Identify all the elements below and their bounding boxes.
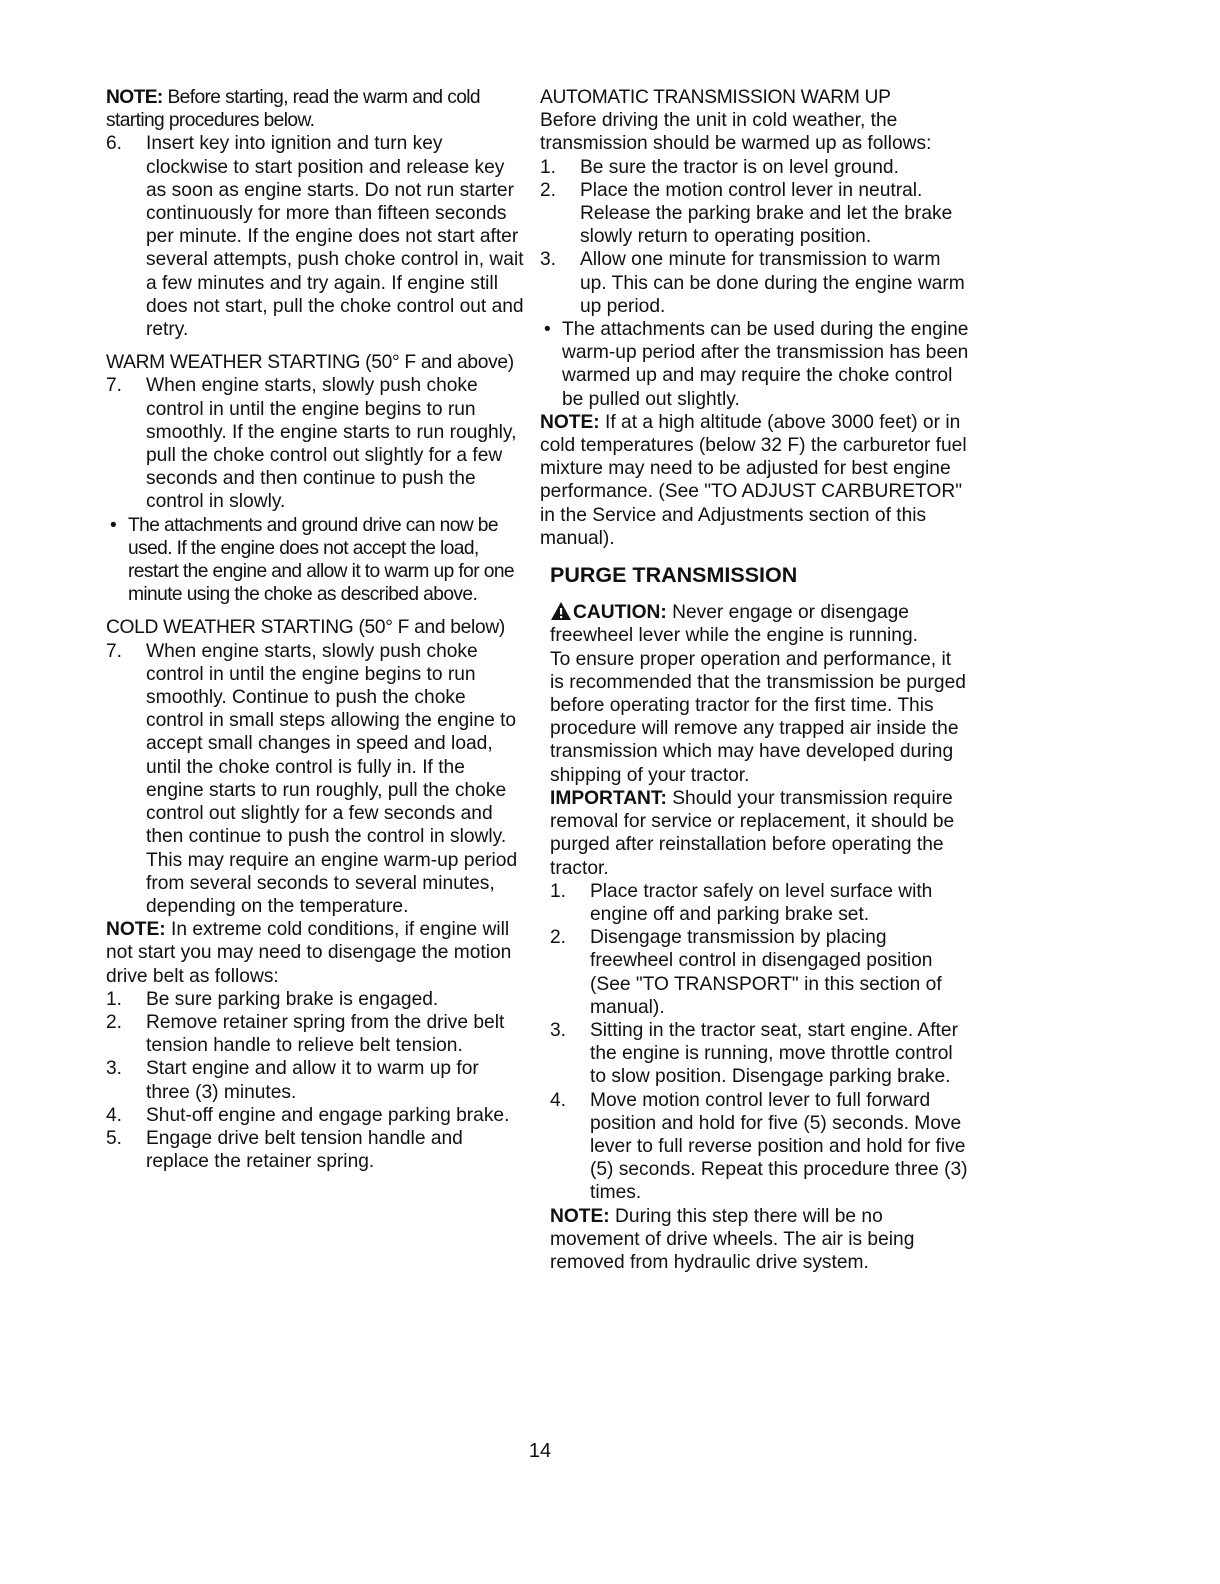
note-label: NOTE:: [540, 411, 600, 433]
list-item-text: Allow one minute for transmission to warm up. This can be done during the engine warm up period.: [580, 249, 965, 317]
list-item: [106, 1127, 524, 1173]
important-note: [550, 787, 970, 880]
caution-text: Never engage or disengage freewheel lever while the engine is running.: [550, 602, 918, 647]
list-item-number: 3.: [550, 1019, 567, 1041]
note-intro: [106, 86, 524, 132]
list-item-text: Be sure parking brake is engaged.: [146, 988, 439, 1010]
important-text: Should your transmission require removal for service or replacement, it should be purged after reinstallation before operating the tractor.: [550, 787, 955, 879]
purge-transmission-heading: PURGE TRANSMISSION: [550, 563, 798, 588]
bullet-dot: •: [544, 319, 551, 341]
purge-intro: To ensure proper operation and performance, it is recommended that the transmission be purged before operating tractor for the first time. This procedure will remove any trapped air inside the transmission which may have developed during shipping of your tractor.: [550, 648, 966, 786]
warning-triangle-icon: [550, 601, 572, 621]
list-item-text: Remove retainer spring from the drive belt tension handle to relieve belt tension.: [146, 1011, 505, 1057]
list-item: [106, 374, 524, 513]
list-item-number: 4.: [106, 1104, 123, 1126]
list-item-number: 3.: [540, 249, 557, 271]
list-item-number: 2.: [550, 927, 567, 949]
list-item-text: Start engine and allow it to warm up for three (3) minutes.: [146, 1058, 479, 1103]
list-item: [540, 248, 970, 318]
list-item-number: 2.: [106, 1011, 123, 1033]
list-item: [540, 156, 970, 179]
note-label: NOTE:: [106, 87, 163, 108]
list-item-text: When engine starts, slowly push choke control in until the engine begins to run smoothly. If the engine starts to run roughly, pull the choke control out slightly for a few seconds and then continue to push the control in slowly.: [146, 375, 517, 513]
auto-steps-list: [540, 156, 970, 318]
bullet-item: [106, 514, 524, 607]
note-text: In extreme cold conditions, if engine will not start you may need to disengage the motion drive belt as follows:: [106, 919, 512, 987]
list-item-number: 3.: [106, 1058, 123, 1080]
list-item-number: 1.: [106, 988, 123, 1010]
list-item-text: When engine starts, slowly push choke control in until the engine begins to run smoothly. Continue to push the choke control in small steps allowing the engine to accept small changes in speed and load, until the choke control is fully in. If the engine starts to run roughly, pull the choke control out slightly for a few seconds and then continue to push the control in slowly. This may require an engine warm-up period from several seconds to several minutes, depending on the temperature.: [146, 640, 518, 917]
bullet-dot: •: [110, 514, 117, 536]
cold-steps-list: [106, 988, 524, 1174]
list-item-number: 6.: [106, 133, 123, 155]
list-item: [550, 926, 970, 1019]
list-item-number: 1.: [550, 880, 567, 902]
left-column: [106, 86, 524, 1173]
list-item-text: Move motion control lever to full forward position and hold for five (5) seconds. Move lever to full reverse position and hold for five (5) seconds. Repeat this procedure three (3) times.: [590, 1089, 968, 1204]
note-label: NOTE:: [550, 1205, 610, 1227]
list-item: [106, 1057, 524, 1103]
list-item-text: Disengage transmission by placing freewheel control in disengaged position (See "TO TRANSPORT" in this section of manual).: [590, 927, 942, 1018]
list-item: [106, 640, 524, 918]
caution-block: [550, 601, 970, 647]
list-item: [106, 132, 524, 341]
list-item-number: 1.: [540, 156, 557, 178]
list-item-number: 7.: [106, 640, 123, 662]
bullet-text: The attachments can be used during the engine warm-up period after the transmission has been warmed up and may require the choke control be pulled out slightly.: [562, 319, 969, 410]
list-item: [540, 179, 970, 249]
note-cold: [106, 918, 524, 988]
note-drive: [550, 1205, 970, 1275]
list-item: [106, 1104, 524, 1127]
purge-steps-list: [550, 880, 970, 1205]
list-item-number: 2.: [540, 179, 557, 201]
list-item-number: 4.: [550, 1089, 567, 1111]
warm-weather-heading: WARM WEATHER STARTING (50° F and above): [106, 352, 514, 374]
note-altitude: [540, 411, 970, 550]
note-label: NOTE:: [106, 919, 166, 941]
right-column: [540, 86, 970, 1274]
list-item-text: Place tractor safely on level surface with engine off and parking brake set.: [590, 880, 933, 925]
note-text: Before starting, read the warm and cold starting procedures below.: [106, 87, 480, 132]
list-item-text: Insert key into ignition and turn key clockwise to start position and release key as soon as engine starts. Do not run starter continuously for more than fifteen seconds per minute. If the engine does not start after several attempts, push choke control in, wait a few minutes and try again. If engine still does not start, pull the choke control out and retry.: [146, 133, 524, 341]
cold-weather-heading: COLD WEATHER STARTING (50° F and below): [106, 617, 506, 639]
list-item-number: 5.: [106, 1127, 123, 1149]
list-item: [106, 1011, 524, 1057]
list-item-number: 7.: [106, 375, 123, 397]
bullet-item: [540, 318, 970, 411]
list-item-text: Place the motion control lever in neutral. Release the parking brake and let the brake slowly return to operating position.: [580, 179, 953, 248]
list-item-text: Be sure the tractor is on level ground.: [580, 156, 899, 178]
list-item: [550, 880, 970, 926]
page-number: 14: [528, 1440, 552, 1462]
list-item-text: Engage drive belt tension handle and replace the retainer spring.: [146, 1127, 463, 1173]
list-item: [550, 1019, 970, 1089]
auto-transmission-intro: Before driving the unit in cold weather, the transmission should be warmed up as follows:: [540, 110, 932, 155]
list-item: [106, 988, 524, 1011]
auto-transmission-heading: AUTOMATIC TRANSMISSION WARM UP: [540, 87, 891, 108]
important-label: IMPORTANT:: [550, 787, 667, 809]
note-text: If at a high altitude (above 3000 feet) or in cold temperatures (below 32 F) the carburetor fuel mixture may need to be adjusted for best engine performance. (See "TO ADJUST CARBURETOR" in the Service and Adjustments section of this manual).: [540, 411, 967, 549]
list-item-text: Sitting in the tractor seat, start engine. After the engine is running, move throttle control to slow position. Disengage parking brake.: [590, 1019, 958, 1088]
list-item-text: Shut-off engine and engage parking brake.: [146, 1104, 510, 1126]
list-item: [550, 1089, 970, 1205]
bullet-text: The attachments and ground drive can now be used. If the engine does not accept the load, restart the engine and allow it to warm up for one minute using the choke as described above.: [128, 514, 514, 606]
note-text: During this step there will be no movement of drive wheels. The air is being removed from hydraulic drive system.: [550, 1205, 915, 1273]
caution-label: CAUTION:: [573, 602, 667, 624]
